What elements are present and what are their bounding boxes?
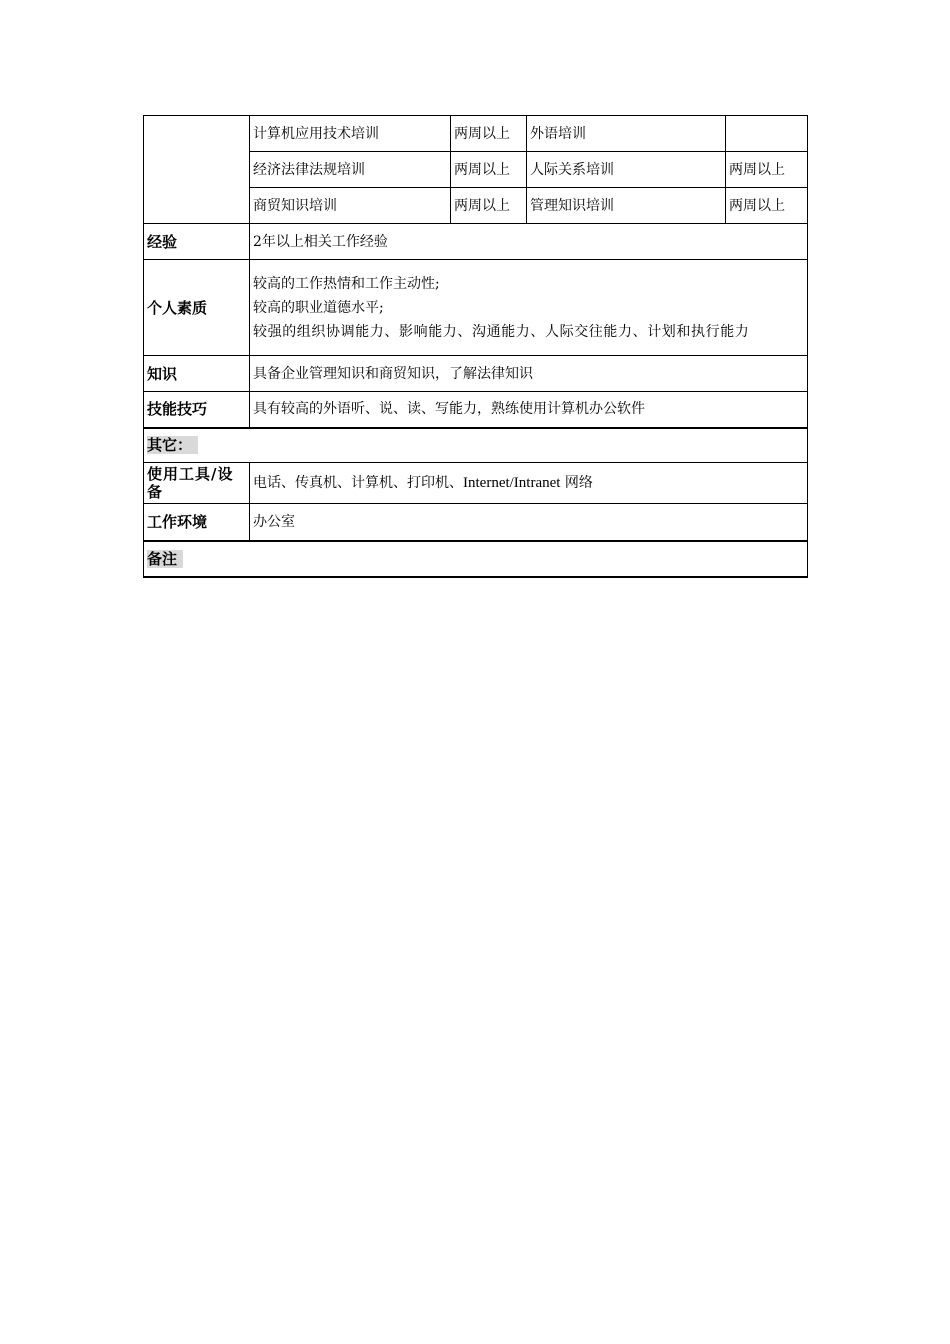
job-requirements-table: [143, 115, 808, 578]
environment-label: 工作环境: [144, 504, 250, 541]
tools-label: 使用工具/设备: [144, 463, 250, 504]
tools-row: [144, 463, 808, 504]
training-duration: 两周以上: [451, 188, 527, 224]
job-description-sheet: [143, 115, 807, 578]
knowledge-row: [144, 356, 808, 392]
qualities-row: [144, 260, 808, 356]
training-row: [144, 116, 808, 152]
knowledge-value: 具备企业管理知识和商贸知识，了解法律知识: [250, 356, 808, 392]
training-course: 人际关系培训: [527, 152, 726, 188]
tools-value-network: Internet/Intranet: [463, 475, 561, 491]
remarks-label: 备注: [147, 550, 183, 568]
remarks-header: [144, 541, 808, 577]
training-course: 管理知识培训: [527, 188, 726, 224]
environment-value: 办公室: [250, 504, 808, 541]
training-duration: 两周以上: [451, 116, 527, 152]
skills-value: 具有较高的外语听、说、读、写能力，熟练使用计算机办公软件: [250, 392, 808, 428]
qualities-line: 较强的组织协调能力、影响能力、沟通能力、人际交往能力、计划和执行能力: [253, 323, 750, 340]
environment-row: [144, 504, 808, 541]
knowledge-label: 知识: [144, 356, 250, 392]
tools-value: [250, 463, 808, 504]
training-duration: 两周以上: [451, 152, 527, 188]
other-section-label: 其它：: [147, 436, 198, 454]
qualities-value: [250, 260, 808, 356]
tools-value-prefix: 电话、传真机、计算机、打印机、: [253, 475, 463, 491]
skills-row: [144, 392, 808, 428]
qualities-line: 较高的职业道德水平;: [253, 299, 384, 316]
skills-label: 技能技巧: [144, 392, 250, 428]
training-duration: 两周以上: [726, 188, 808, 224]
qualities-label: 个人素质: [144, 260, 250, 356]
experience-label: 经验: [144, 224, 250, 260]
training-label-cell: [144, 116, 250, 224]
other-section-row: [144, 428, 808, 463]
remarks-row: [144, 541, 808, 577]
training-course: 外语培训: [527, 116, 726, 152]
other-section-header: [144, 428, 808, 463]
qualities-line: 较高的工作热情和工作主动性;: [253, 275, 440, 292]
tools-value-suffix: 网络: [560, 475, 593, 491]
training-course: 计算机应用技术培训: [250, 116, 451, 152]
training-duration: 两周以上: [726, 152, 808, 188]
experience-row: [144, 224, 808, 260]
training-duration: [726, 116, 808, 152]
experience-value: 2年以上相关工作经验: [250, 224, 808, 260]
training-course: 商贸知识培训: [250, 188, 451, 224]
training-course: 经济法律法规培训: [250, 152, 451, 188]
